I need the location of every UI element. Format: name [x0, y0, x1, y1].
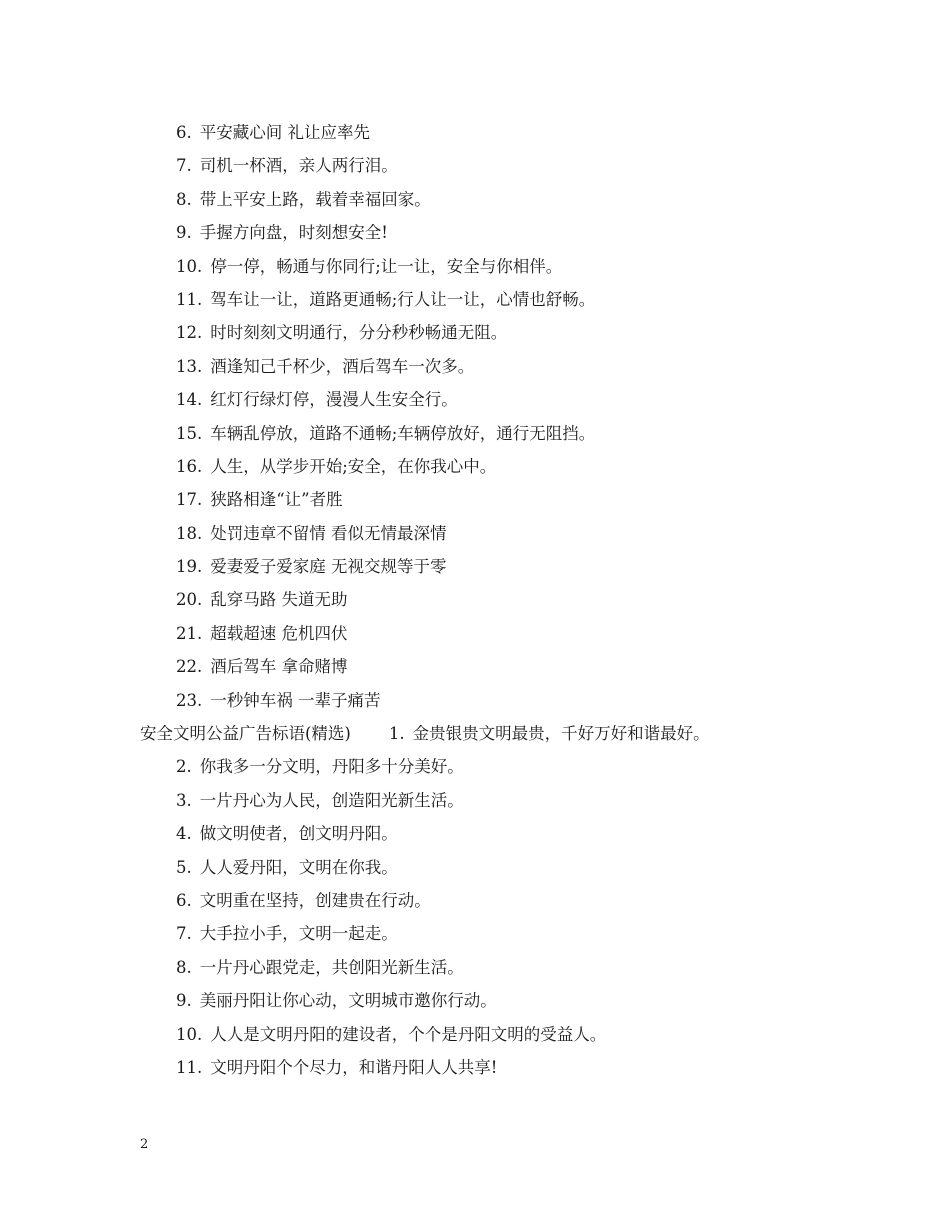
- item-number: 6.: [176, 123, 192, 142]
- list-item: [0, 817, 950, 850]
- list-item: [0, 750, 950, 783]
- item-number: 2.: [176, 757, 192, 777]
- item-number: 8.: [176, 189, 192, 209]
- list-item: [0, 450, 950, 483]
- item-text: 一片丹心跟党走，共创阳光新生活。: [199, 957, 464, 977]
- item-text: 人人是文明丹阳的建设者，个个是丹阳文明的受益人。: [210, 1024, 607, 1044]
- list-item: [0, 149, 950, 182]
- item-text: 酒后驾车 拿命赌博: [210, 657, 348, 677]
- item-text: 金贵银贵文明最贵，千好万好和谐最好。: [412, 724, 710, 744]
- item-text: 超载超速 危机四伏: [210, 623, 348, 643]
- item-text: 乱穿马路 失道无助: [210, 590, 348, 610]
- item-text: 你我多一分文明，丹阳多十分美好。: [199, 757, 464, 777]
- item-number: 15.: [176, 423, 203, 443]
- list-item: [0, 851, 950, 884]
- item-number: 16.: [176, 456, 203, 476]
- item-text: 一片丹心为人民，创造阳光新生活。: [199, 790, 464, 810]
- list-item: [0, 650, 950, 683]
- item-text: 大手拉小手，文明一起走。: [199, 924, 398, 944]
- item-number: 17.: [176, 490, 203, 510]
- item-text: 平安藏心间 礼让应率先: [199, 123, 370, 142]
- list-item: [0, 884, 950, 917]
- item-number: 7.: [176, 924, 192, 944]
- item-number: 21.: [176, 623, 203, 643]
- item-number: 11.: [176, 289, 203, 309]
- item-number: 13.: [176, 356, 203, 376]
- item-number: 5.: [176, 857, 192, 877]
- item-number: 20.: [176, 590, 203, 610]
- list-item: [0, 116, 950, 149]
- item-text: 做文明使者，创文明丹阳。: [199, 824, 398, 844]
- list-item: [0, 550, 950, 583]
- section-title: 安全文明公益广告标语(精选): [140, 724, 351, 744]
- list-item: [0, 316, 950, 349]
- list-item: [0, 183, 950, 216]
- list-item: [0, 417, 950, 450]
- item-text: 爱妻爱子爱家庭 无视交规等于零: [210, 557, 447, 577]
- item-number: 22.: [176, 657, 203, 677]
- item-text: 狭路相逢“让”者胜: [210, 490, 343, 510]
- item-number: 10.: [176, 256, 203, 276]
- item-text: 司机一杯酒，亲人两行泪。: [199, 156, 398, 176]
- list-item: [0, 617, 950, 650]
- item-text: 处罚违章不留情 看似无情最深情: [210, 523, 447, 543]
- item-number: 7.: [176, 156, 192, 176]
- list-item: [0, 483, 950, 516]
- item-text: 带上平安上路，载着幸福回家。: [199, 189, 431, 209]
- item-number: 6.: [176, 890, 192, 910]
- list-item: [0, 250, 950, 283]
- item-number: 10.: [176, 1024, 203, 1044]
- item-text: 红灯行绿灯停，漫漫人生安全行。: [210, 390, 458, 410]
- list-item: [0, 1051, 950, 1084]
- list-item: [0, 350, 950, 383]
- item-text: 驾车让一让，道路更通畅;行人让一让，心情也舒畅。: [210, 289, 596, 309]
- item-text: 人人爱丹阳，文明在你我。: [199, 857, 398, 877]
- item-text: 文明丹阳个个尽力，和谐丹阳人人共享!: [210, 1057, 498, 1077]
- list-item: [0, 984, 950, 1017]
- item-text: 时时刻刻文明通行，分分秒秒畅通无阻。: [210, 323, 508, 343]
- item-number: 14.: [176, 390, 203, 410]
- page-number: 2: [140, 1137, 149, 1152]
- item-text: 人生，从学步开始;安全，在你我心中。: [210, 456, 497, 476]
- item-number: 9.: [176, 991, 192, 1011]
- item-text: 美丽丹阳让你心动，文明城市邀你行动。: [199, 991, 497, 1011]
- list-item: [0, 383, 950, 416]
- item-number: 12.: [176, 323, 203, 343]
- list-item: [0, 917, 950, 950]
- list-item: [0, 517, 950, 550]
- item-number: 3.: [176, 790, 192, 810]
- list-item: [0, 784, 950, 817]
- list-item: [0, 951, 950, 984]
- item-number: 18.: [176, 523, 203, 543]
- section-heading: [0, 717, 950, 750]
- list-item: [0, 583, 950, 616]
- item-text: 文明重在坚持，创建贵在行动。: [199, 890, 431, 910]
- list-item: [0, 216, 950, 249]
- item-number: 1.: [388, 724, 405, 744]
- list-item: [0, 283, 950, 316]
- item-text: 一秒钟车祸 一辈子痛苦: [210, 690, 381, 710]
- item-text: 手握方向盘，时刻想安全!: [199, 223, 388, 243]
- item-number: 23.: [176, 690, 203, 710]
- item-number: 8.: [176, 957, 192, 977]
- slogan-list: [0, 116, 950, 1084]
- list-item: [0, 1018, 950, 1051]
- item-number: 4.: [176, 824, 192, 844]
- item-text: 停一停，畅通与你同行;让一让，安全与你相伴。: [210, 256, 563, 276]
- item-number: 19.: [176, 557, 203, 577]
- list-item: [0, 684, 950, 717]
- item-number: 11.: [176, 1057, 203, 1077]
- item-text: 车辆乱停放，道路不通畅;车辆停放好，通行无阻挡。: [210, 423, 596, 443]
- item-text: 酒逢知己千杯少，酒后驾车一次多。: [210, 356, 475, 376]
- item-number: 9.: [176, 223, 192, 243]
